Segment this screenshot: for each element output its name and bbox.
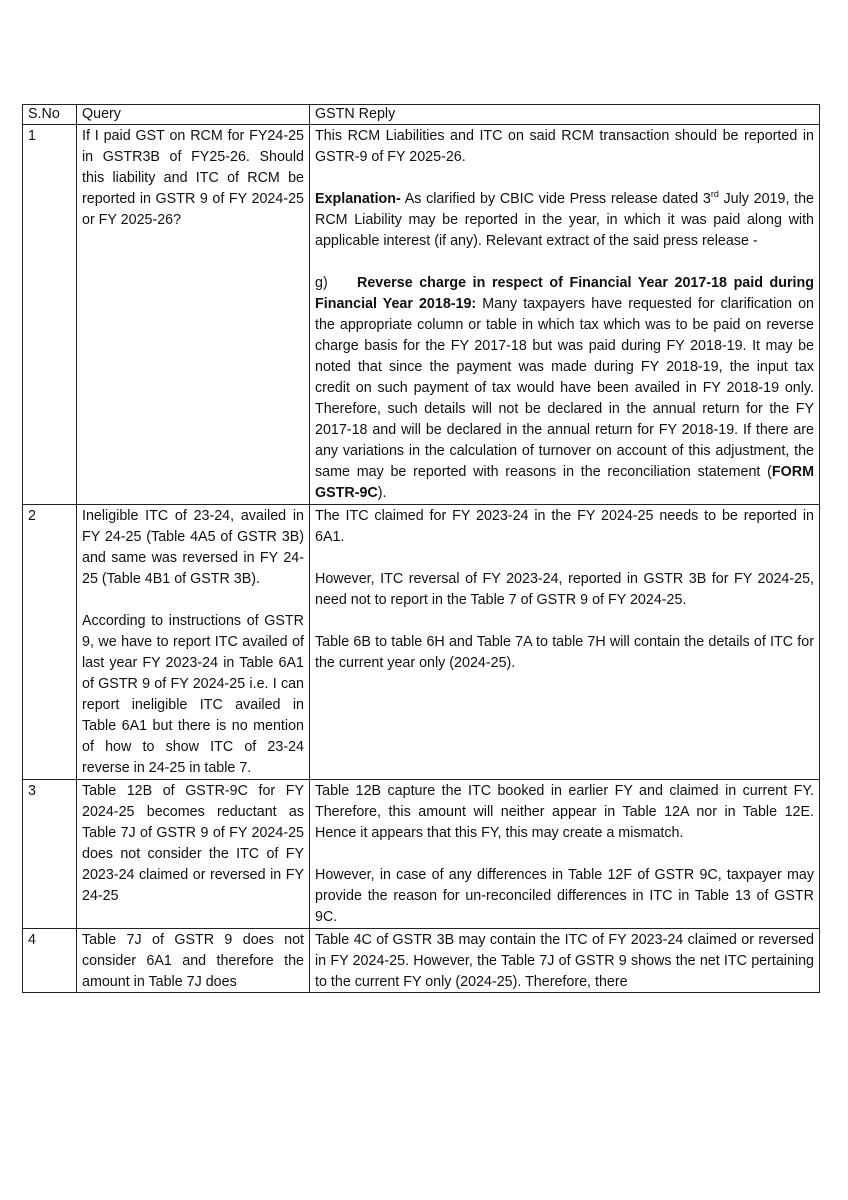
ordinal-suffix: rd — [710, 189, 719, 200]
table-row — [23, 780, 820, 929]
query-text: Table 12B of GSTR-9C for FY 2024-25 becomes reductant as Table 7J of GSTR 9 of FY 2024-25 does not consider the ITC of FY 2023-24 claimed or reversed in FY 24-25 — [82, 783, 304, 904]
header-query: Query — [77, 105, 310, 125]
row-query — [77, 125, 310, 505]
explanation-text-cont: July 2019, the RCM Liability may be reported in the year, in which it was paid along with applicable interest (if any). Relevant extract of the said press release - — [315, 191, 814, 249]
row-sno: 4 — [23, 929, 77, 993]
table-header-row — [23, 105, 820, 125]
query-paragraph: Ineligible ITC of 23-24, availed in FY 24-25 (Table 4A5 of GSTR 3B) and same was reversed in FY 24-25 (Table 4B1 of GSTR 3B). — [82, 508, 304, 587]
reply-paragraph: This RCM Liabilities and ITC on said RCM transaction should be reported in GSTR-9 of FY 2025-26. — [315, 128, 814, 165]
extract-marker: g) — [315, 275, 328, 291]
table-row — [23, 505, 820, 780]
reply-paragraph: Table 6B to table 6H and Table 7A to table 7H will contain the details of ITC for the current year only (2024-25). — [315, 634, 814, 671]
row-query — [77, 780, 310, 929]
row-query — [77, 929, 310, 993]
extract-end: ). — [377, 485, 387, 501]
extract-body: Many taxpayers have requested for clarification on the appropriate column or table in which tax which was to be paid on reverse charge basis for the FY 2017-18 but was paid during FY 2018-19. It may be noted that since the payment was made during FY 2018-19, the input tax credit on such payment of tax would have been availed in FY 2018-19 only. Therefore, such details will not be declared in the annual return for the FY 2017-18 and will be declared in the annual return for FY 2018-19. If there are any variations in the calculation of turnover on account of this adjustment, the same may be reported with reasons in the reconciliation statement ( — [315, 296, 814, 480]
row-query — [77, 505, 310, 780]
row-sno: 1 — [23, 125, 77, 505]
reply-paragraph: However, ITC reversal of FY 2023-24, reported in GSTR 3B for FY 2024-25, need not to report in the Table 7 of GSTR 9 of FY 2024-25. — [315, 571, 814, 608]
table-row — [23, 929, 820, 993]
query-text: If I paid GST on RCM for FY24-25 in GSTR3B of FY25-26. Should this liability and ITC of RCM be reported in GSTR 9 of FY 2024-25 or FY 2025-26? — [82, 128, 304, 228]
extract-heading: Reverse charge in respect of Financial Year 2017-18 paid during Financial Year 2018-19: — [315, 275, 814, 312]
query-paragraph: According to instructions of GSTR 9, we have to report ITC availed of last year FY 2023-24 in Table 6A1 of GSTR 9 of FY 2024-25 i.e. I can report ineligible ITC availed in Table 6A1 but there is no mention of how to show ITC of 23-24 reverse in 24-25 in table 7. — [82, 613, 304, 776]
row-reply — [310, 505, 820, 780]
reply-paragraph: However, in case of any differences in Table 12F of GSTR 9C, taxpayer may provide the reason for un-reconciled differences in ITC in Table 13 of GSTR 9C. — [315, 867, 814, 925]
table-row — [23, 125, 820, 505]
header-sno: S.No — [23, 105, 77, 125]
row-sno: 3 — [23, 780, 77, 929]
row-sno: 2 — [23, 505, 77, 780]
form-reference: FORM GSTR-9C — [315, 464, 814, 501]
row-reply — [310, 929, 820, 993]
explanation-paragraph — [315, 189, 814, 252]
explanation-text: As clarified by CBIC vide Press release dated 3 — [400, 191, 711, 207]
row-reply — [310, 780, 820, 929]
reply-paragraph: Table 4C of GSTR 3B may contain the ITC of FY 2023-24 claimed or reversed in FY 2024-25. However, the Table 7J of GSTR 9 shows the net ITC pertaining to the current FY only (2024-25). Therefore, there — [315, 932, 814, 990]
reply-paragraph: The ITC claimed for FY 2023-24 in the FY 2024-25 needs to be reported in 6A1. — [315, 508, 814, 545]
explanation-label: Explanation- — [315, 191, 401, 207]
press-release-extract — [315, 273, 814, 504]
faq-table — [22, 104, 820, 993]
reply-paragraph: Table 12B capture the ITC booked in earlier FY and claimed in current FY. Therefore, this amount will neither appear in Table 12A nor in Table 12E. Hence it appears that this FY, this may create a mismatch. — [315, 783, 814, 841]
query-text: Table 7J of GSTR 9 does not consider 6A1 and therefore the amount in Table 7J does — [82, 932, 304, 990]
header-reply: GSTN Reply — [310, 105, 820, 125]
row-reply — [310, 125, 820, 505]
